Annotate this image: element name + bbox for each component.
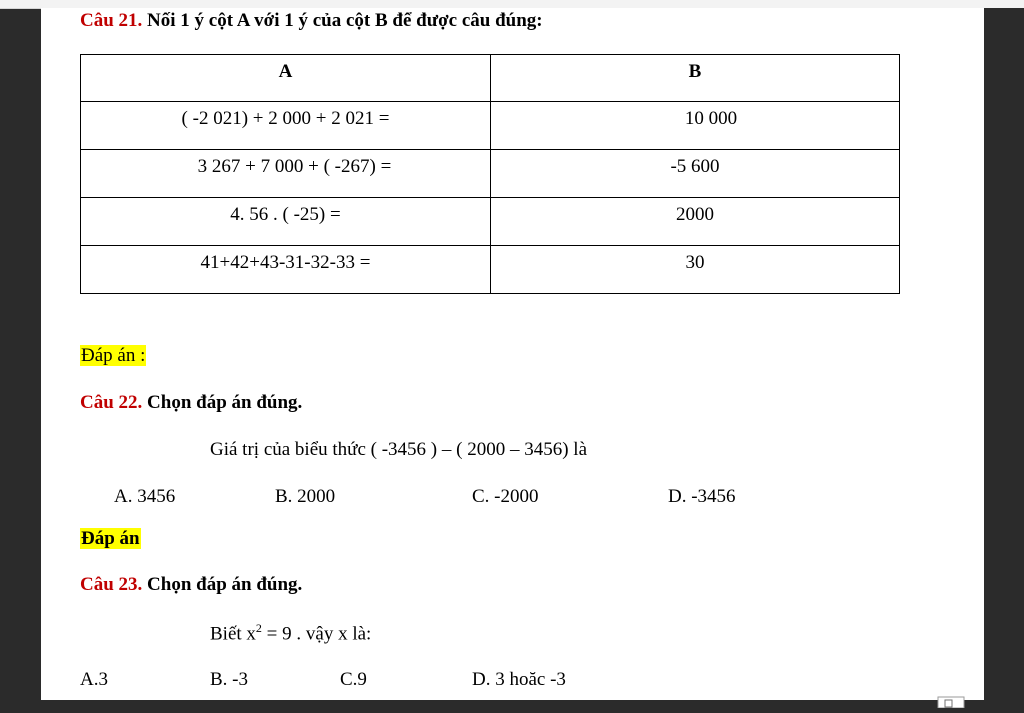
q21-heading	[80, 10, 543, 32]
q22-heading	[80, 392, 302, 414]
q23-option-a: A.3	[80, 669, 108, 690]
q22-answer-label: Đáp án	[81, 528, 140, 549]
q23-number: Câu 23.	[80, 574, 143, 595]
q22-prompt: Giá trị của biểu thức ( -3456 ) – ( 2000 – 3456) là	[210, 439, 588, 460]
q22-title: Chọn đáp án đúng.	[147, 392, 303, 413]
column-a-header: A	[81, 55, 491, 102]
cell-b: 2000	[491, 198, 900, 246]
table-row	[81, 150, 900, 198]
table-row	[81, 246, 900, 294]
q23-option-c: C.9	[340, 669, 367, 690]
table-header-row	[81, 55, 900, 102]
document-page	[41, 8, 984, 700]
q22-number: Câu 22.	[80, 392, 143, 413]
q21-number: Câu 21.	[80, 10, 143, 31]
q22-option-c: C. -2000	[472, 486, 539, 507]
q22-option-a: A. 3456	[114, 486, 176, 507]
cell-a: 3 267 + 7 000 + ( -267) =	[81, 150, 491, 198]
column-b-header: B	[491, 55, 900, 102]
paste-options-icon[interactable]	[936, 694, 966, 708]
q23-option-b: B. -3	[210, 669, 248, 690]
q23-title: Chọn đáp án đúng.	[147, 574, 303, 595]
cell-b: 10 000	[491, 102, 900, 150]
cell-b: 30	[491, 246, 900, 294]
q23-prompt: Biết $x^2 = 9$ . vậy x là:	[210, 621, 372, 645]
cell-b: -5 600	[491, 150, 900, 198]
q22-option-d: D. -3456	[668, 486, 736, 507]
q21-answer-label: Đáp án :	[81, 345, 146, 366]
matching-table	[80, 54, 900, 294]
q23-option-d: D. 3 hoăc -3	[472, 669, 566, 690]
window-background	[984, 8, 1024, 700]
q23-heading	[80, 574, 302, 596]
table-row	[81, 102, 900, 150]
cell-a: 4. 56 . ( -25) =	[81, 198, 491, 246]
cell-a: ( -2 021) + 2 000 + 2 021 =	[81, 102, 491, 150]
cell-a: 41+42+43-31-32-33 =	[81, 246, 491, 294]
q21-title: Nối 1 ý cột A với 1 ý của cột B để được câu đúng:	[147, 10, 543, 31]
q22-option-b: B. 2000	[275, 486, 336, 507]
table-row	[81, 198, 900, 246]
